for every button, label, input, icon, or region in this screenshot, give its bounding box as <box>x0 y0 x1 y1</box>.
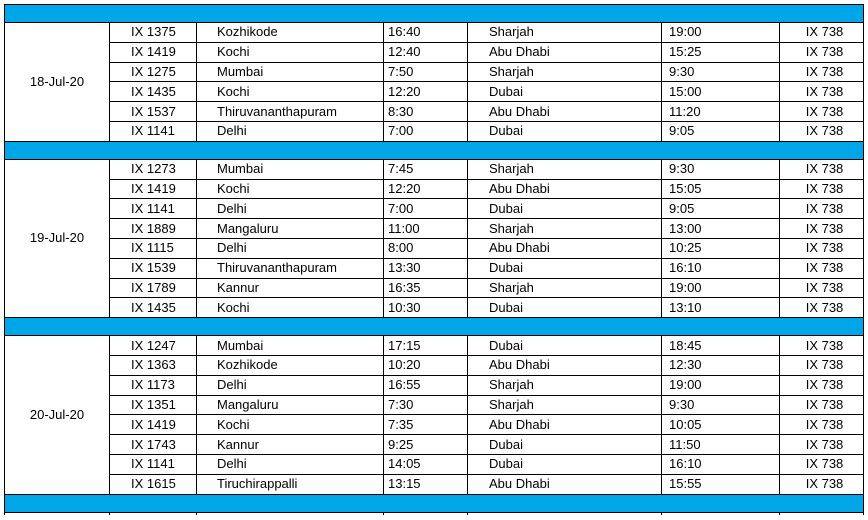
arrival-time-cell: 9:05 <box>662 199 780 219</box>
destination-cell: Sharjah <box>468 159 662 179</box>
destination-cell: Dubai <box>468 336 662 356</box>
table-row <box>5 298 864 318</box>
destination-cell: Dubai <box>468 298 662 318</box>
departure-time-cell: 9:25 <box>384 435 468 455</box>
empty-cell <box>384 512 468 515</box>
destination-cell: Dubai <box>468 121 662 141</box>
flight-number-cell: IX 1351 <box>110 395 197 415</box>
origin-cell: Mangaluru <box>197 219 384 239</box>
departure-time-cell: 12:20 <box>384 82 468 102</box>
return-flight-cell: IX 738 <box>780 23 864 43</box>
flight-number-cell: IX 1889 <box>110 219 197 239</box>
arrival-time-cell: 10:25 <box>662 238 780 258</box>
origin-cell: Delhi <box>197 199 384 219</box>
arrival-time-cell: 15:25 <box>662 42 780 62</box>
separator-band <box>5 318 864 336</box>
group-separator <box>5 318 864 336</box>
return-flight-cell: IX 738 <box>780 121 864 141</box>
destination-cell: Abu Dhabi <box>468 42 662 62</box>
table-row-partial <box>5 512 864 515</box>
date-cell: 18-Jul-20 <box>5 23 110 142</box>
separator-band <box>5 494 864 512</box>
table-row <box>5 199 864 219</box>
group-separator <box>5 5 864 23</box>
origin-cell: Kochi <box>197 415 384 435</box>
departure-time-cell: 14:05 <box>384 454 468 474</box>
origin-cell: Delhi <box>197 121 384 141</box>
origin-cell: Tiruchirappalli <box>197 474 384 494</box>
flight-number-cell: IX 1435 <box>110 82 197 102</box>
flight-number-cell: IX 1537 <box>110 102 197 122</box>
origin-cell: Delhi <box>197 238 384 258</box>
destination-cell: Dubai <box>468 435 662 455</box>
destination-cell: Abu Dhabi <box>468 415 662 435</box>
empty-cell <box>780 512 864 515</box>
departure-time-cell: 16:40 <box>384 23 468 43</box>
flight-number-cell: IX 1419 <box>110 42 197 62</box>
flight-number-cell: IX 1275 <box>110 62 197 82</box>
flight-number-cell: IX 1141 <box>110 121 197 141</box>
arrival-time-cell: 10:05 <box>662 415 780 435</box>
departure-time-cell: 16:35 <box>384 278 468 298</box>
empty-cell <box>110 512 197 515</box>
flight-number-cell: IX 1615 <box>110 474 197 494</box>
flight-number-cell: IX 1743 <box>110 435 197 455</box>
departure-time-cell: 7:35 <box>384 415 468 435</box>
destination-cell: Sharjah <box>468 219 662 239</box>
return-flight-cell: IX 738 <box>780 435 864 455</box>
destination-cell: Dubai <box>468 258 662 278</box>
origin-cell: Kochi <box>197 42 384 62</box>
return-flight-cell: IX 738 <box>780 454 864 474</box>
flight-number-cell: IX 1419 <box>110 179 197 199</box>
group-separator <box>5 141 864 159</box>
return-flight-cell: IX 738 <box>780 62 864 82</box>
table-row <box>5 42 864 62</box>
origin-cell: Kannur <box>197 278 384 298</box>
arrival-time-cell: 19:00 <box>662 278 780 298</box>
arrival-time-cell: 9:30 <box>662 62 780 82</box>
flight-schedule-table <box>4 4 864 515</box>
return-flight-cell: IX 738 <box>780 82 864 102</box>
departure-time-cell: 11:00 <box>384 219 468 239</box>
arrival-time-cell: 13:00 <box>662 219 780 239</box>
arrival-time-cell: 15:55 <box>662 474 780 494</box>
table-row <box>5 395 864 415</box>
destination-cell: Abu Dhabi <box>468 474 662 494</box>
flight-number-cell: IX 1247 <box>110 336 197 356</box>
origin-cell: Kannur <box>197 435 384 455</box>
table-row <box>5 355 864 375</box>
destination-cell: Sharjah <box>468 23 662 43</box>
arrival-time-cell: 18:45 <box>662 336 780 356</box>
destination-cell: Abu Dhabi <box>468 355 662 375</box>
origin-cell: Thiruvananthapuram <box>197 258 384 278</box>
departure-time-cell: 7:30 <box>384 395 468 415</box>
empty-cell <box>5 512 110 515</box>
table-row <box>5 238 864 258</box>
flight-number-cell: IX 1141 <box>110 454 197 474</box>
arrival-time-cell: 15:05 <box>662 179 780 199</box>
destination-cell: Dubai <box>468 82 662 102</box>
arrival-time-cell: 19:00 <box>662 23 780 43</box>
return-flight-cell: IX 738 <box>780 238 864 258</box>
table-row <box>5 375 864 395</box>
return-flight-cell: IX 738 <box>780 395 864 415</box>
arrival-time-cell: 11:20 <box>662 102 780 122</box>
origin-cell: Mumbai <box>197 62 384 82</box>
table-row <box>5 219 864 239</box>
separator-band <box>5 141 864 159</box>
table-row <box>5 336 864 356</box>
destination-cell: Sharjah <box>468 278 662 298</box>
departure-time-cell: 13:15 <box>384 474 468 494</box>
origin-cell: Mumbai <box>197 336 384 356</box>
origin-cell: Kochi <box>197 298 384 318</box>
arrival-time-cell: 12:30 <box>662 355 780 375</box>
origin-cell: Mumbai <box>197 159 384 179</box>
departure-time-cell: 16:55 <box>384 375 468 395</box>
destination-cell: Dubai <box>468 454 662 474</box>
flight-number-cell: IX 1273 <box>110 159 197 179</box>
table-row <box>5 23 864 43</box>
departure-time-cell: 8:30 <box>384 102 468 122</box>
departure-time-cell: 10:30 <box>384 298 468 318</box>
date-cell: 19-Jul-20 <box>5 159 110 317</box>
departure-time-cell: 13:30 <box>384 258 468 278</box>
return-flight-cell: IX 738 <box>780 199 864 219</box>
return-flight-cell: IX 738 <box>780 102 864 122</box>
origin-cell: Thiruvananthapuram <box>197 102 384 122</box>
destination-cell: Abu Dhabi <box>468 179 662 199</box>
origin-cell: Mangaluru <box>197 395 384 415</box>
return-flight-cell: IX 738 <box>780 298 864 318</box>
arrival-time-cell: 9:30 <box>662 395 780 415</box>
arrival-time-cell: 16:10 <box>662 258 780 278</box>
group-separator <box>5 494 864 512</box>
arrival-time-cell: 16:10 <box>662 454 780 474</box>
departure-time-cell: 10:20 <box>384 355 468 375</box>
departure-time-cell: 7:00 <box>384 121 468 141</box>
flight-number-cell: IX 1173 <box>110 375 197 395</box>
table-row <box>5 102 864 122</box>
flight-schedule-sheet <box>4 4 863 515</box>
flight-number-cell: IX 1141 <box>110 199 197 219</box>
separator-band <box>5 5 864 23</box>
table-row <box>5 82 864 102</box>
departure-time-cell: 7:50 <box>384 62 468 82</box>
departure-time-cell: 12:40 <box>384 42 468 62</box>
destination-cell: Abu Dhabi <box>468 102 662 122</box>
table-row <box>5 258 864 278</box>
flight-number-cell: IX 1539 <box>110 258 197 278</box>
flight-number-cell: IX 1789 <box>110 278 197 298</box>
table-row <box>5 179 864 199</box>
destination-cell: Sharjah <box>468 62 662 82</box>
departure-time-cell: 17:15 <box>384 336 468 356</box>
destination-cell: Abu Dhabi <box>468 238 662 258</box>
return-flight-cell: IX 738 <box>780 258 864 278</box>
return-flight-cell: IX 738 <box>780 42 864 62</box>
arrival-time-cell: 11:50 <box>662 435 780 455</box>
origin-cell: Delhi <box>197 454 384 474</box>
table-row <box>5 435 864 455</box>
table-row <box>5 159 864 179</box>
return-flight-cell: IX 738 <box>780 336 864 356</box>
origin-cell: Delhi <box>197 375 384 395</box>
origin-cell: Kochi <box>197 82 384 102</box>
table-row <box>5 278 864 298</box>
return-flight-cell: IX 738 <box>780 219 864 239</box>
origin-cell: Kozhikode <box>197 355 384 375</box>
empty-cell <box>662 512 780 515</box>
destination-cell: Dubai <box>468 199 662 219</box>
flight-number-cell: IX 1375 <box>110 23 197 43</box>
origin-cell: Kochi <box>197 179 384 199</box>
empty-cell <box>197 512 384 515</box>
table-row <box>5 454 864 474</box>
departure-time-cell: 8:00 <box>384 238 468 258</box>
table-row <box>5 121 864 141</box>
departure-time-cell: 12:20 <box>384 179 468 199</box>
empty-cell <box>468 512 662 515</box>
departure-time-cell: 7:00 <box>384 199 468 219</box>
return-flight-cell: IX 738 <box>780 375 864 395</box>
arrival-time-cell: 19:00 <box>662 375 780 395</box>
flight-number-cell: IX 1115 <box>110 238 197 258</box>
table-row <box>5 62 864 82</box>
return-flight-cell: IX 738 <box>780 278 864 298</box>
departure-time-cell: 7:45 <box>384 159 468 179</box>
destination-cell: Sharjah <box>468 375 662 395</box>
flight-number-cell: IX 1435 <box>110 298 197 318</box>
arrival-time-cell: 15:00 <box>662 82 780 102</box>
table-row <box>5 474 864 494</box>
return-flight-cell: IX 738 <box>780 355 864 375</box>
return-flight-cell: IX 738 <box>780 415 864 435</box>
return-flight-cell: IX 738 <box>780 159 864 179</box>
return-flight-cell: IX 738 <box>780 179 864 199</box>
flight-number-cell: IX 1419 <box>110 415 197 435</box>
date-cell: 20-Jul-20 <box>5 336 110 494</box>
flight-number-cell: IX 1363 <box>110 355 197 375</box>
table-row <box>5 415 864 435</box>
return-flight-cell: IX 738 <box>780 474 864 494</box>
arrival-time-cell: 9:05 <box>662 121 780 141</box>
origin-cell: Kozhikode <box>197 23 384 43</box>
arrival-time-cell: 9:30 <box>662 159 780 179</box>
destination-cell: Sharjah <box>468 395 662 415</box>
arrival-time-cell: 13:10 <box>662 298 780 318</box>
